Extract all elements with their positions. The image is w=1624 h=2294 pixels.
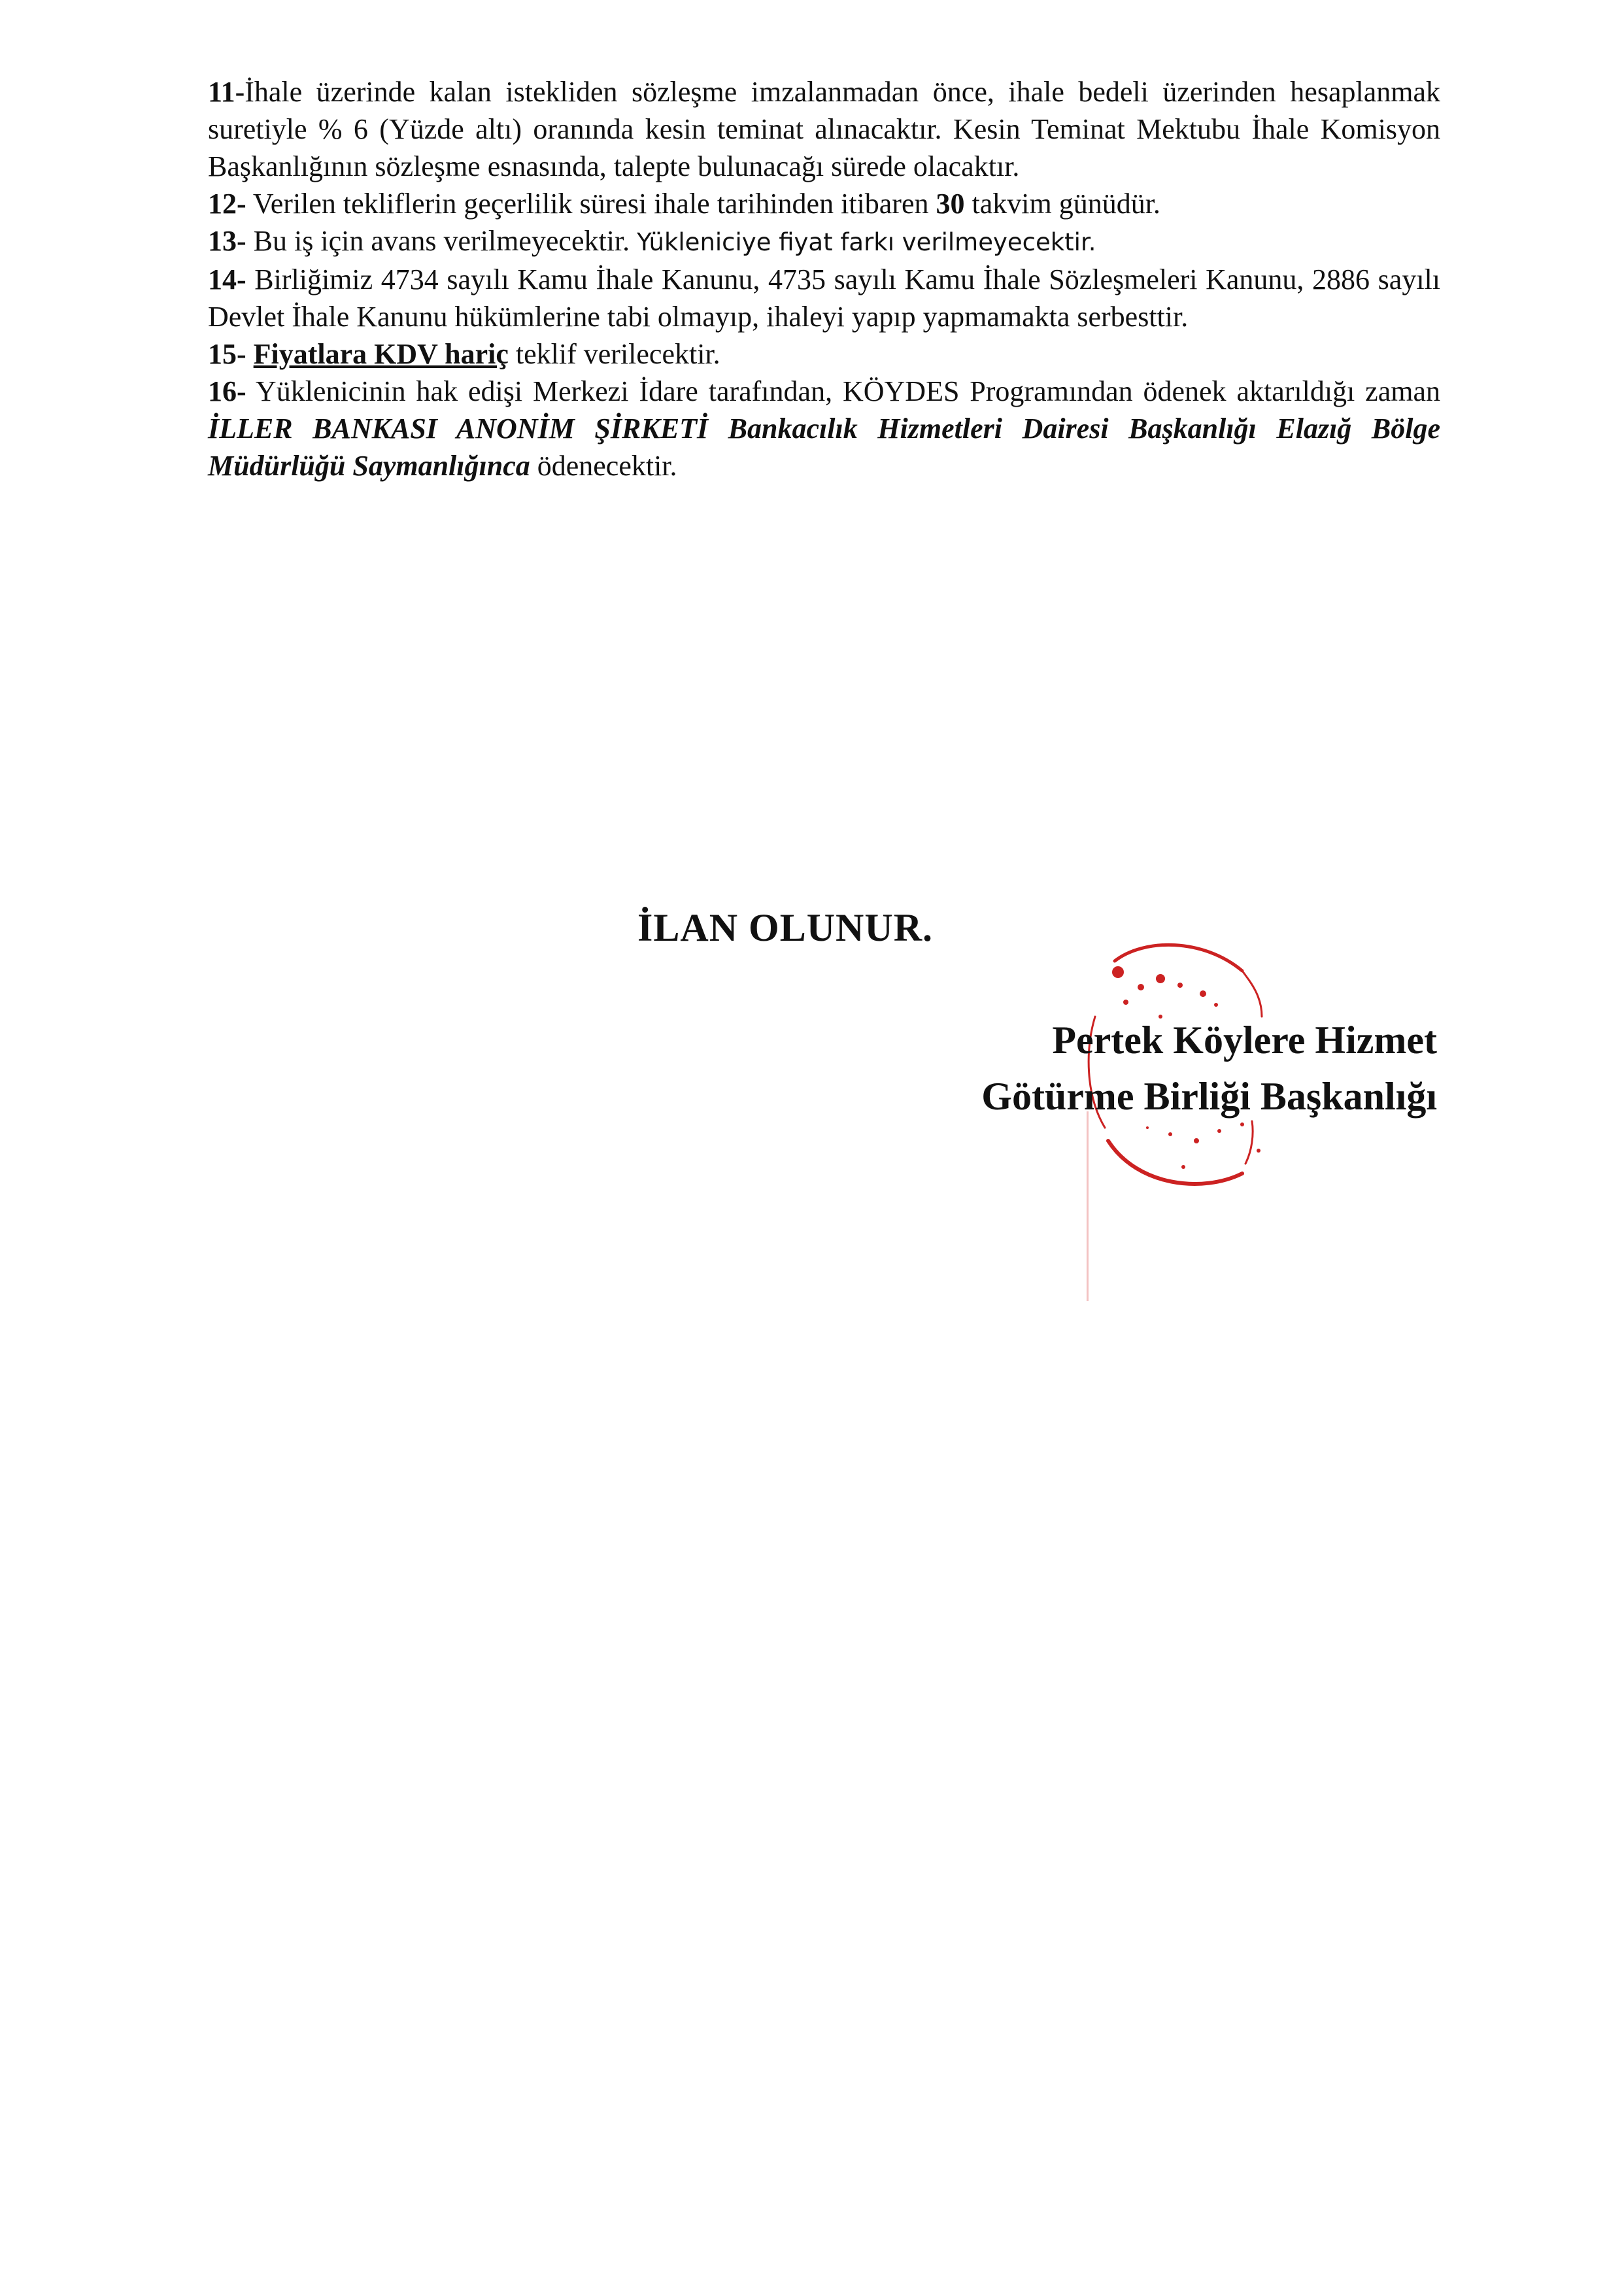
item-text-sans: Yükleniciye fiyat farkı verilmeyecektir. [637,228,1096,256]
item-11 [208,73,1440,185]
closing-statement: İLAN OLUNUR. [637,906,934,949]
item-text: Birliğimiz 4734 sayılı Kamu İhale Kanunu, 4735 sayılı Kamu İhale Sözleşmeleri Kanunu, 2886 sayılı Devlet İhale Kanunu hükümlerine tabi olmayıp, ihaleyi yapıp yapmamakta serbesttir. [208,263,1440,333]
item-number: 15- [208,338,246,370]
item-text: ödenecektir. [530,450,677,482]
item-12 [208,185,1440,222]
item-number: 13- [208,225,246,257]
signature-line-1: Pertek Köylere Hizmet [1052,1019,1437,1062]
item-number: 14- [208,263,246,295]
document-body [208,73,1440,484]
validity-days: 30 [936,188,965,220]
item-14 [208,261,1440,335]
signature-line-2: Götürme Birliği Başkanlığı [981,1075,1437,1118]
signature-block [981,1012,1437,1124]
item-number: 16- [208,375,246,407]
item-text: takvim günüdür. [964,188,1160,220]
item-text: Bu iş için avans verilmeyecektir. [246,225,637,257]
bank-department: Bankacılık Hizmetleri Dairesi Başkanlığı Elazığ Bölge Müdürlüğü Saymanlığınca [208,413,1441,482]
item-text: Yüklenicinin hak edişi Merkezi İdare tarafından, KÖYDES Programından ödenek aktarıldığı zaman [246,375,1440,407]
item-15 [208,335,1440,373]
item-16 [208,373,1440,484]
item-text: teklif verilecektir. [508,338,720,370]
item-text: İhale üzerinde kalan istekliden sözleşme imzalanmadan önce, ihale bedeli üzerinden hesaplanmak suretiyle % 6 (Yüzde altı) oranında kesin teminat alınacaktır. Kesin Teminat Mektubu İhale Komisyon Başkanlığının sözleşme esnasında, talepte bulunacağı sürede olacaktır. [208,76,1440,182]
item-13 [208,222,1440,261]
bank-name: İLLER BANKASI ANONİM ŞİRKETİ [208,413,709,445]
item-text: Verilen tekliflerin geçerlilik süresi ihale tarihinden itibaren [246,188,936,220]
item-number: 12- [208,188,246,220]
item-number: 11- [208,76,245,108]
kdv-note: Fiyatlara KDV hariç [253,338,509,370]
